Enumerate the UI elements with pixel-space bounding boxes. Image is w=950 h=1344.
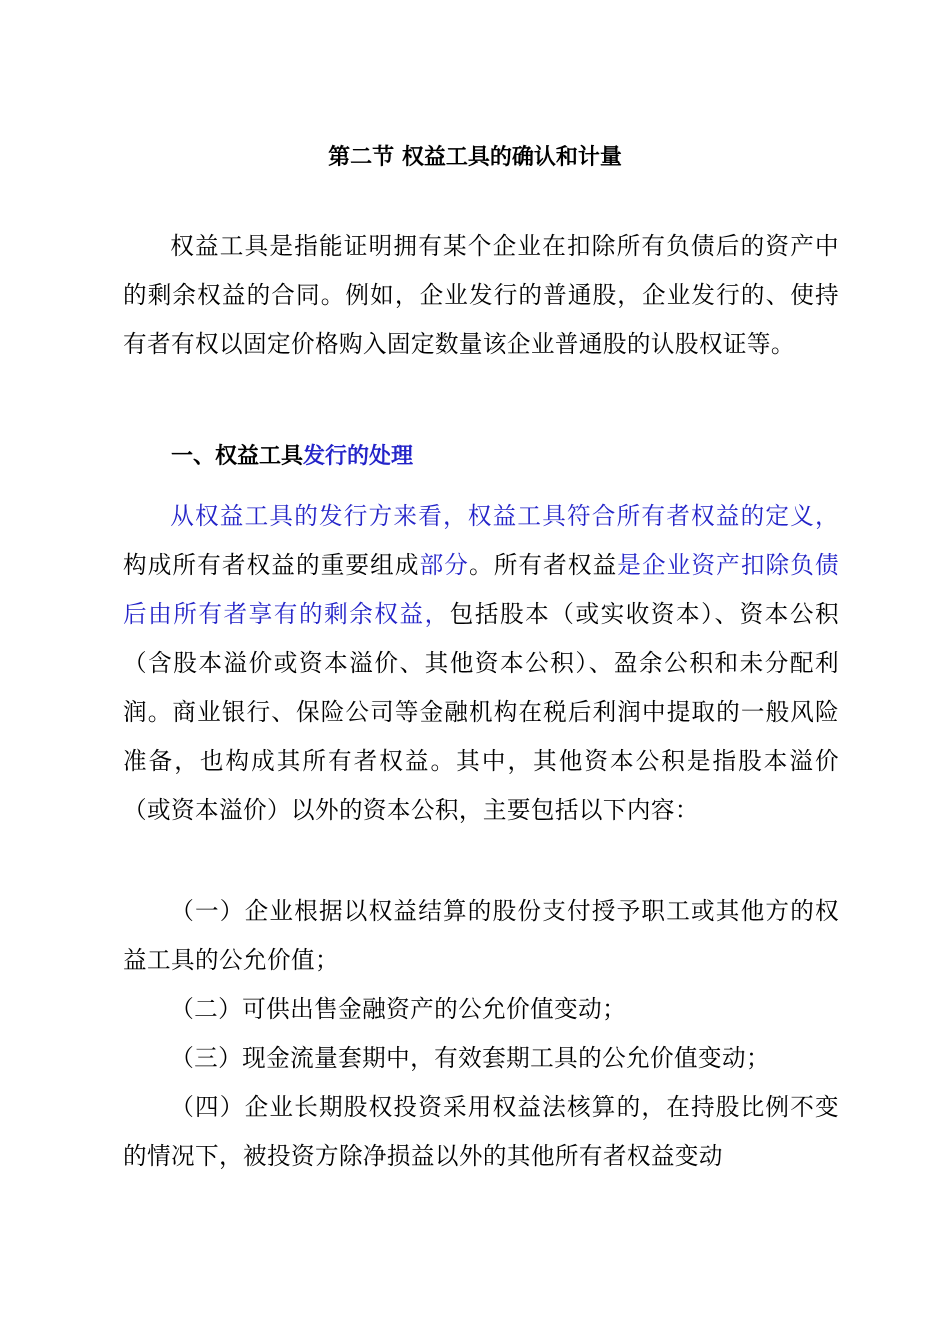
highlight-text: 是企业资产扣除负债后由所有者享有的剩余权益，: [123, 551, 839, 628]
body-text: 构成所有者权益的重要组成: [123, 551, 420, 579]
subsection-heading: [171, 432, 413, 481]
highlight-text: 部分: [419, 551, 469, 579]
heading-highlight-text: 发行的处理: [303, 444, 414, 469]
list-item: （三）现金流量套期中，有效套期工具的公允价值变动；: [170, 1044, 771, 1072]
section-title: 第二节 权益工具的确认和计量: [328, 145, 622, 170]
body-text: 。所有者权益: [469, 551, 618, 579]
list-item: （一）企业根据以权益结算的股份支付授予职工或其他方的权益工具的公允价值；: [123, 897, 839, 974]
list-item: （四）企业长期股权投资采用权益法核算的，在持股比例不变的情况下，被投资方除净损益以外的其他所有者权益变动: [123, 1093, 839, 1170]
equity-definition-paragraph: [123, 492, 839, 835]
list-item: （二）可供出售金融资产的公允价值变动；: [170, 995, 627, 1023]
intro-paragraph: 权益工具是指能证明拥有某个企业在扣除所有负债后的资产中的剩余权益的合同。例如，企业发行的普通股，企业发行的、使持有者有权以固定价格购入固定数量该企业普通股的认股权证等。: [123, 232, 839, 358]
body-text: 包括股本（或实收资本）、资本公积（含股本溢价或资本溢价、其他资本公积）、盈余公积和未分配利润。商业银行、保险公司等金融机构在税后利润中提取的一般风险准备，也构成其所有者权益。其中，其他资本公积是指股本溢价（或资本溢价）以外的资本公积，主要包括以下内容：: [123, 600, 839, 824]
highlight-text: 从权益工具的发行方来看，权益工具符合所有者权益的定义，: [170, 502, 839, 530]
heading-text: 一、权益工具: [171, 444, 304, 469]
